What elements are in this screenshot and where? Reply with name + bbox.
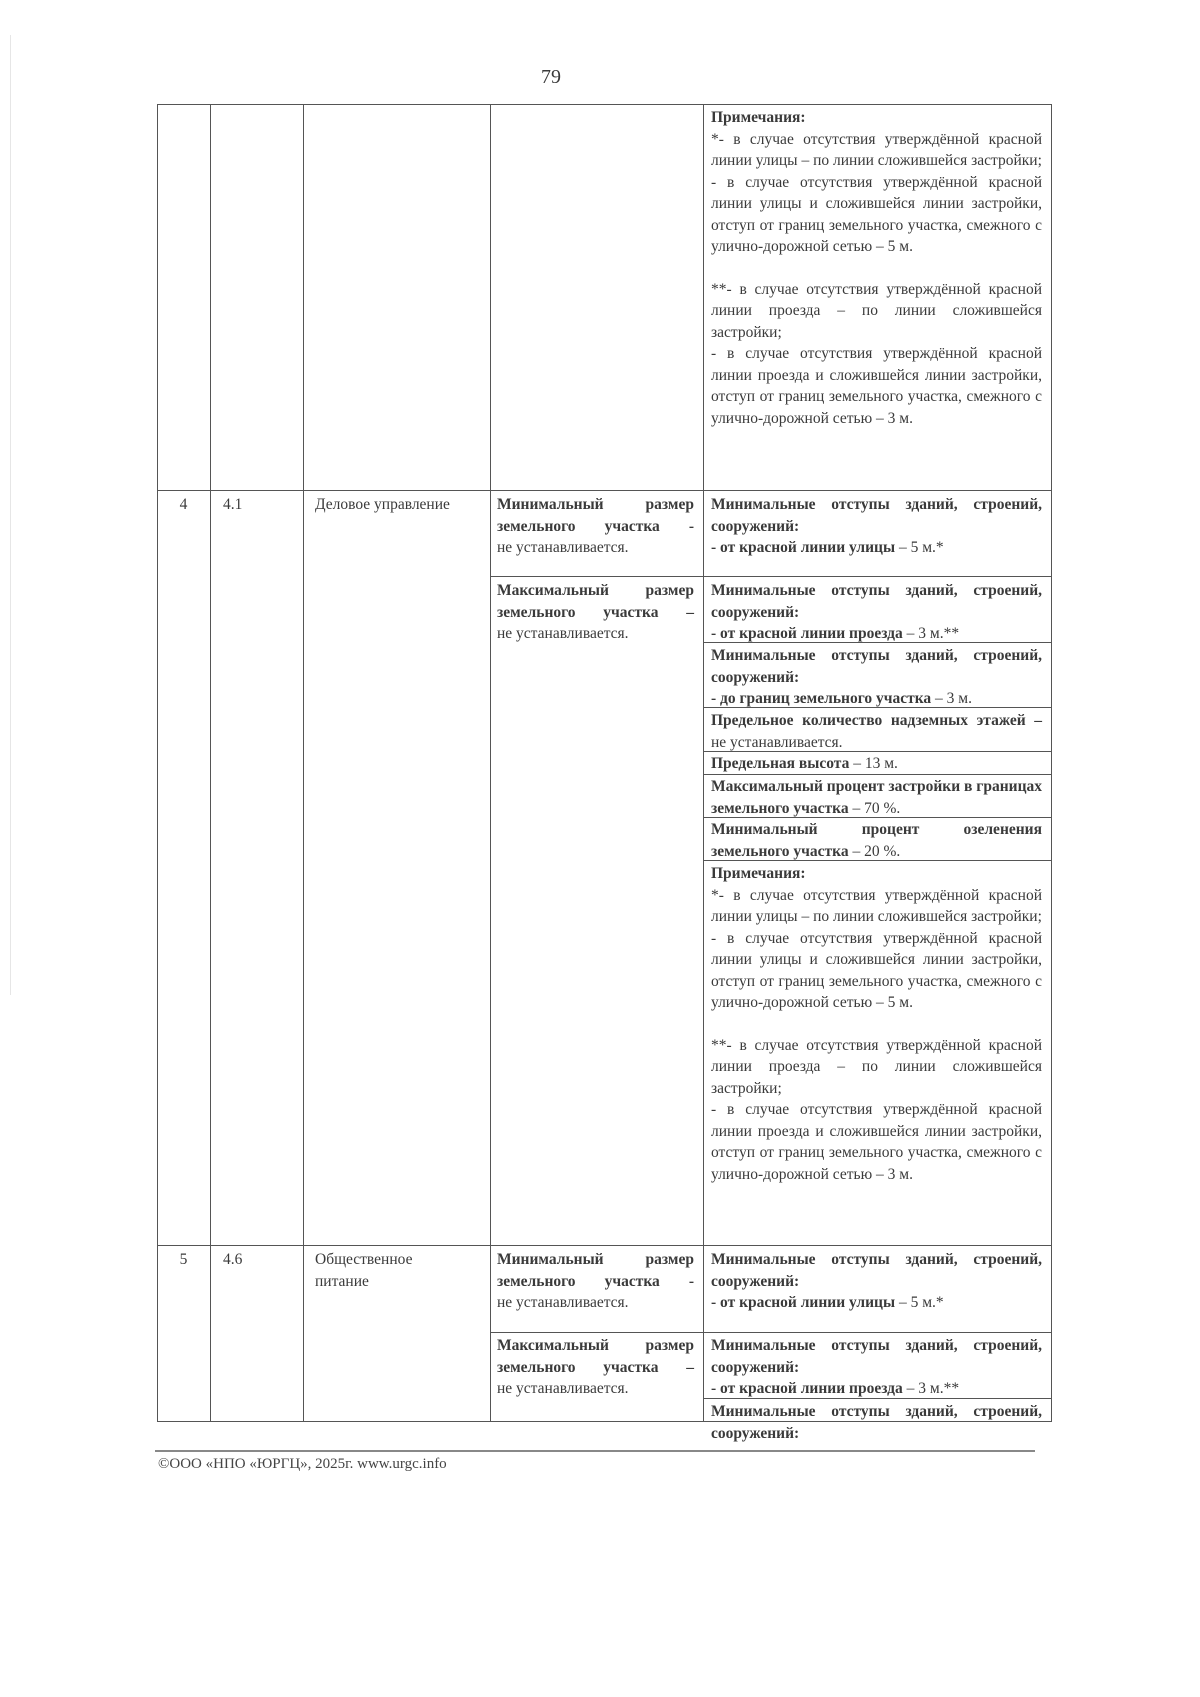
column-divider bbox=[703, 104, 704, 1422]
min-plot-size-cell bbox=[497, 1249, 694, 1314]
min-size-label: Минимальный размер земельного участка - bbox=[497, 496, 694, 535]
notes-cell bbox=[711, 863, 1042, 1185]
green-label: Минимальный процент озеленения земельного участка bbox=[711, 821, 1042, 860]
note-passage-2: - в случае отсутствия утверждённой красной линии проезда и сложившейся линии застройки, отступ от границ земельного участка, смежного с улично-дорожной сетью – 3 м. bbox=[711, 1101, 1042, 1183]
floors-value: не устанавливается. bbox=[711, 733, 843, 751]
footer-rule bbox=[155, 1450, 1035, 1452]
floors-cell bbox=[711, 710, 1042, 753]
plot-border-value: – 3 м. bbox=[931, 690, 972, 707]
red-passage-label: - от красной линии проезда bbox=[711, 625, 903, 642]
table-border-right bbox=[1051, 104, 1052, 1422]
column-divider bbox=[490, 104, 491, 1422]
note-passage-1: **- в случае отсутствия утверждённой красной линии проезда – по линии сложившейся застройки; bbox=[711, 1036, 1042, 1097]
min-plot-size-cell bbox=[497, 494, 694, 559]
min-size-value: не устанавливается. bbox=[497, 1294, 629, 1311]
coverage-label: Максимальный процент застройки в границах земельного участка bbox=[711, 778, 1042, 817]
setback-passage-cell bbox=[711, 1335, 1042, 1400]
setback-street-cell bbox=[711, 1249, 1042, 1314]
max-size-value: не устанавливается. bbox=[497, 625, 629, 642]
green-value: – 20 %. bbox=[848, 842, 901, 860]
red-passage-value: – 3 м.** bbox=[902, 625, 960, 642]
zoning-table bbox=[157, 104, 1052, 1442]
red-street-value: – 5 м.* bbox=[895, 539, 944, 556]
note-street-1: *- в случае отсутствия утверждённой красной линии улицы – по линии сложившейся застройки; bbox=[711, 130, 1042, 169]
row-divider bbox=[157, 490, 1052, 491]
setback-label: Минимальные отступы зданий, строений, сооружений: bbox=[711, 496, 1042, 535]
scan-edge-line bbox=[10, 35, 11, 995]
setback-street-cell bbox=[711, 494, 1042, 559]
table-border-top bbox=[157, 104, 1052, 105]
setback-border-cell bbox=[711, 645, 1042, 710]
coverage-cell bbox=[711, 776, 1042, 819]
note-street-2: - в случае отсутствия утверждённой красной линии улицы и сложившейся линии застройки, отступ от границ земельного участка, смежного с улично-дорожной сетью – 5 м. bbox=[711, 929, 1042, 1011]
footer-text: ©ООО «НПО «ЮРГЦ», 2025г. www.urgc.info bbox=[158, 1456, 447, 1472]
red-passage-label: - от красной линии проезда bbox=[711, 1380, 903, 1397]
use-name: Деловое управление bbox=[315, 496, 450, 513]
red-street-label: - от красной линии улицы bbox=[711, 1294, 896, 1311]
height-cell bbox=[711, 753, 1042, 775]
notes-title: Примечания: bbox=[711, 865, 806, 882]
row-divider bbox=[490, 576, 1052, 577]
max-size-value: не устанавливается. bbox=[497, 1380, 629, 1397]
note-passage-2: - в случае отсутствия утверждённой красной линии проезда и сложившейся линии застройки, отступ от границ земельного участка, смежного с улично-дорожной сетью – 3 м. bbox=[711, 345, 1042, 427]
note-passage-1: **- в случае отсутствия утверждённой красной линии проезда – по линии сложившейся застройки; bbox=[711, 280, 1042, 341]
page-number: 79 bbox=[541, 66, 561, 88]
row-number: 5 bbox=[179, 1251, 188, 1268]
max-plot-size-cell bbox=[497, 1335, 694, 1400]
note-street-2: - в случае отсутствия утверждённой красной линии улицы и сложившейся линии застройки, отступ от границ земельного участка, смежного с улично-дорожной сетью – 5 м. bbox=[711, 173, 1042, 255]
min-size-label: Минимальный размер земельного участка - bbox=[497, 1251, 694, 1290]
table-border-left bbox=[157, 104, 158, 1422]
use-code: 4.6 bbox=[223, 1251, 243, 1268]
row-divider bbox=[490, 1332, 1052, 1333]
height-value: – 13 м. bbox=[849, 755, 898, 772]
green-cell bbox=[711, 819, 1042, 862]
notes-title: Примечания: bbox=[711, 109, 806, 126]
max-size-label: Максимальный размер земельного участка – bbox=[497, 582, 694, 621]
setback-label: Минимальные отступы зданий, строений, сооружений: bbox=[711, 647, 1042, 686]
setback-passage-cell bbox=[711, 580, 1042, 645]
red-street-label: - от красной линии улицы bbox=[711, 539, 896, 556]
column-divider bbox=[303, 104, 304, 1422]
table-border-bottom bbox=[157, 1421, 1052, 1422]
setback-label: Минимальные отступы зданий, строений, сооружений: bbox=[711, 1251, 1042, 1290]
floors-label: Предельное количество надземных этажей – bbox=[711, 712, 1042, 729]
row-divider bbox=[157, 1245, 1052, 1246]
row-number: 4 bbox=[179, 496, 188, 513]
setback-label: Минимальные отступы зданий, строений, сооружений: bbox=[711, 1337, 1042, 1376]
height-label: Предельная высота bbox=[711, 755, 850, 772]
red-street-value: – 5 м.* bbox=[895, 1294, 944, 1311]
plot-border-label: - до границ земельного участка bbox=[711, 690, 932, 707]
note-street-1: *- в случае отсутствия утверждённой красной линии улицы – по линии сложившейся застройки; bbox=[711, 886, 1042, 925]
column-divider bbox=[210, 104, 211, 1422]
use-code: 4.1 bbox=[223, 496, 243, 513]
max-size-label: Максимальный размер земельного участка – bbox=[497, 1337, 694, 1376]
notes-cell bbox=[711, 107, 1042, 429]
red-passage-value: – 3 м.** bbox=[902, 1380, 960, 1397]
min-size-value: не устанавливается. bbox=[497, 539, 629, 556]
setback-label: Минимальные отступы зданий, строений, сооружений: bbox=[711, 582, 1042, 621]
use-name: Общественное питание bbox=[315, 1251, 413, 1290]
coverage-value: – 70 %. bbox=[848, 799, 901, 817]
max-plot-size-cell bbox=[497, 580, 694, 645]
setback-cell-cutoff: Минимальные отступы зданий, строений, сооружений: bbox=[711, 1403, 1042, 1442]
